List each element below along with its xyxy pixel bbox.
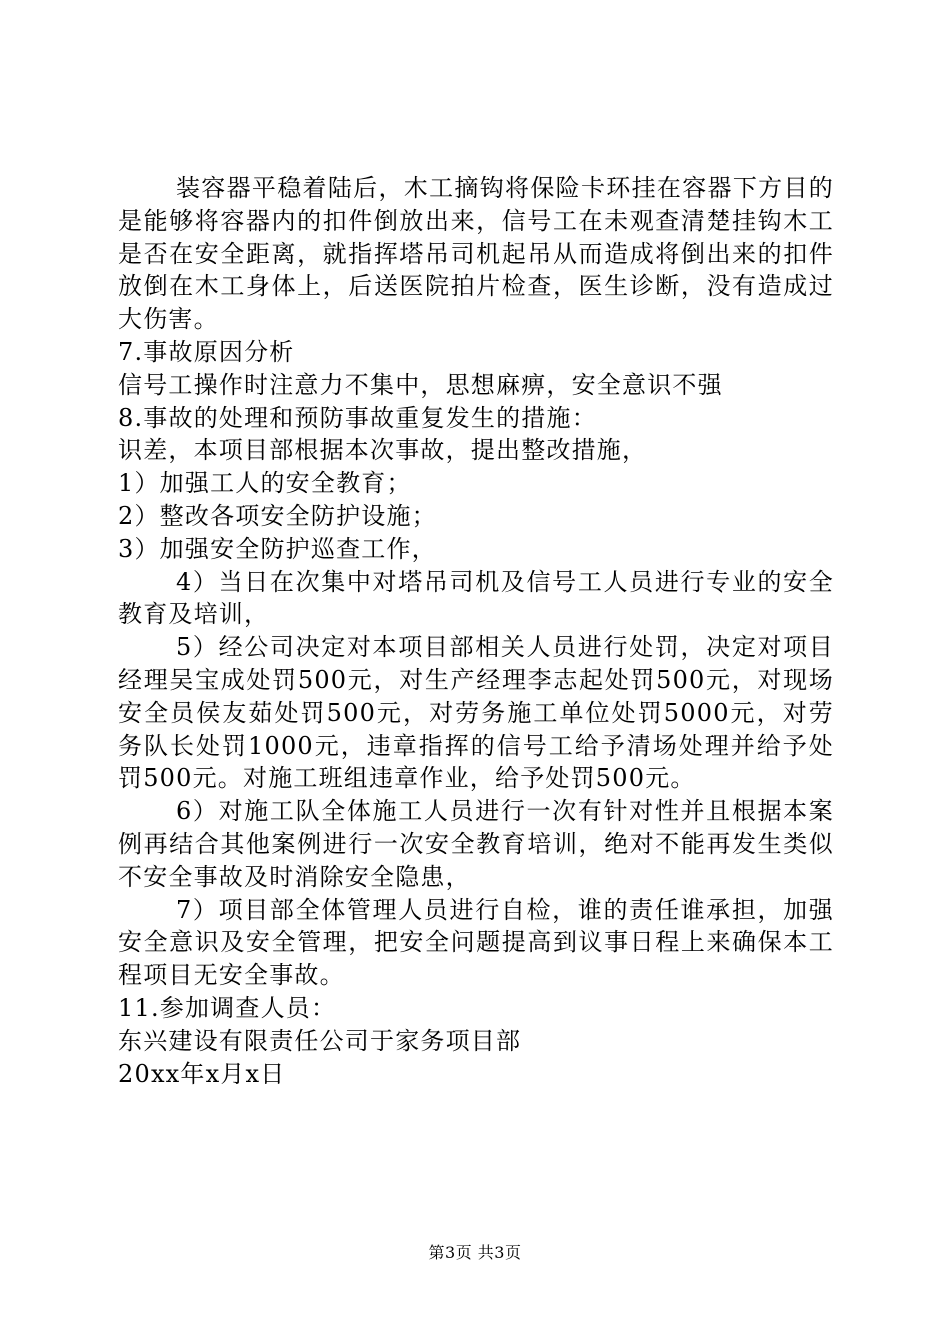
measure-item-2: 2）整改各项安全防护设施；: [118, 501, 437, 530]
heading-handling-measures: 8.事故的处理和预防事故重复发生的措施：: [118, 403, 597, 432]
heading-investigators: 11.参加调查人员：: [118, 993, 337, 1022]
measure-item-6: 6）对施工队全体施工人员进行一次有针对性并且根据本案例再结合其他案例进行一次安全教育培训，绝对不能再发生类似不安全事故及时消除安全隐患，: [118, 797, 834, 891]
measure-item-3: 3）加强安全防护巡查工作，: [118, 534, 437, 563]
organization-name: 东兴建设有限责任公司于家务项目部: [118, 1026, 522, 1055]
paragraph-accident-description: 装容器平稳着陆后，木工摘钩将保险卡环挂在容器下方目的是能够将容器内的扣件倒放出来，信号工在未观查清楚挂钩木工是否在安全距离，就指挥塔吊司机起吊从而造成将倒出来的扣件放倒在木工身体上，后送医院拍片检查，医生诊断，没有造成过大伤害。: [118, 174, 834, 334]
measure-item-1: 1）加强工人的安全教育；: [118, 469, 412, 498]
measure-item-4: 4）当日在次集中对塔吊司机及信号工人员进行专业的安全教育及培训，: [118, 567, 834, 629]
document-date: 20xx年x月x日: [118, 1059, 286, 1088]
page-footer: 第3页 共3页: [428, 1243, 522, 1262]
paragraph-measures-intro: 识差，本项目部根据本次事故，提出整改措施，: [118, 436, 648, 465]
document-body: [118, 172, 834, 1090]
paragraph-cause: 信号工操作时注意力不集中，思想麻痹，安全意识不强: [118, 370, 723, 399]
heading-cause-analysis: 7.事故原因分析: [118, 337, 295, 366]
measure-item-7: 7）项目部全体管理人员进行自检，谁的责任谁承担，加强安全意识及安全管理，把安全问题提高到议事日程上来确保本工程项目无安全事故。: [118, 895, 834, 990]
measure-item-5: 5）经公司决定对本项目部相关人员进行处罚，决定对项目经理吴宝成处罚500元，对生产经理李志起处罚500元，对现场安全员侯友茹处罚500元，对劳务施工单位处罚5000元，对劳务队长处罚1000元，违章指挥的信号工给予清场处理并给予处罚500元。对施工班组违章作业，给予处罚500元。: [118, 633, 834, 793]
